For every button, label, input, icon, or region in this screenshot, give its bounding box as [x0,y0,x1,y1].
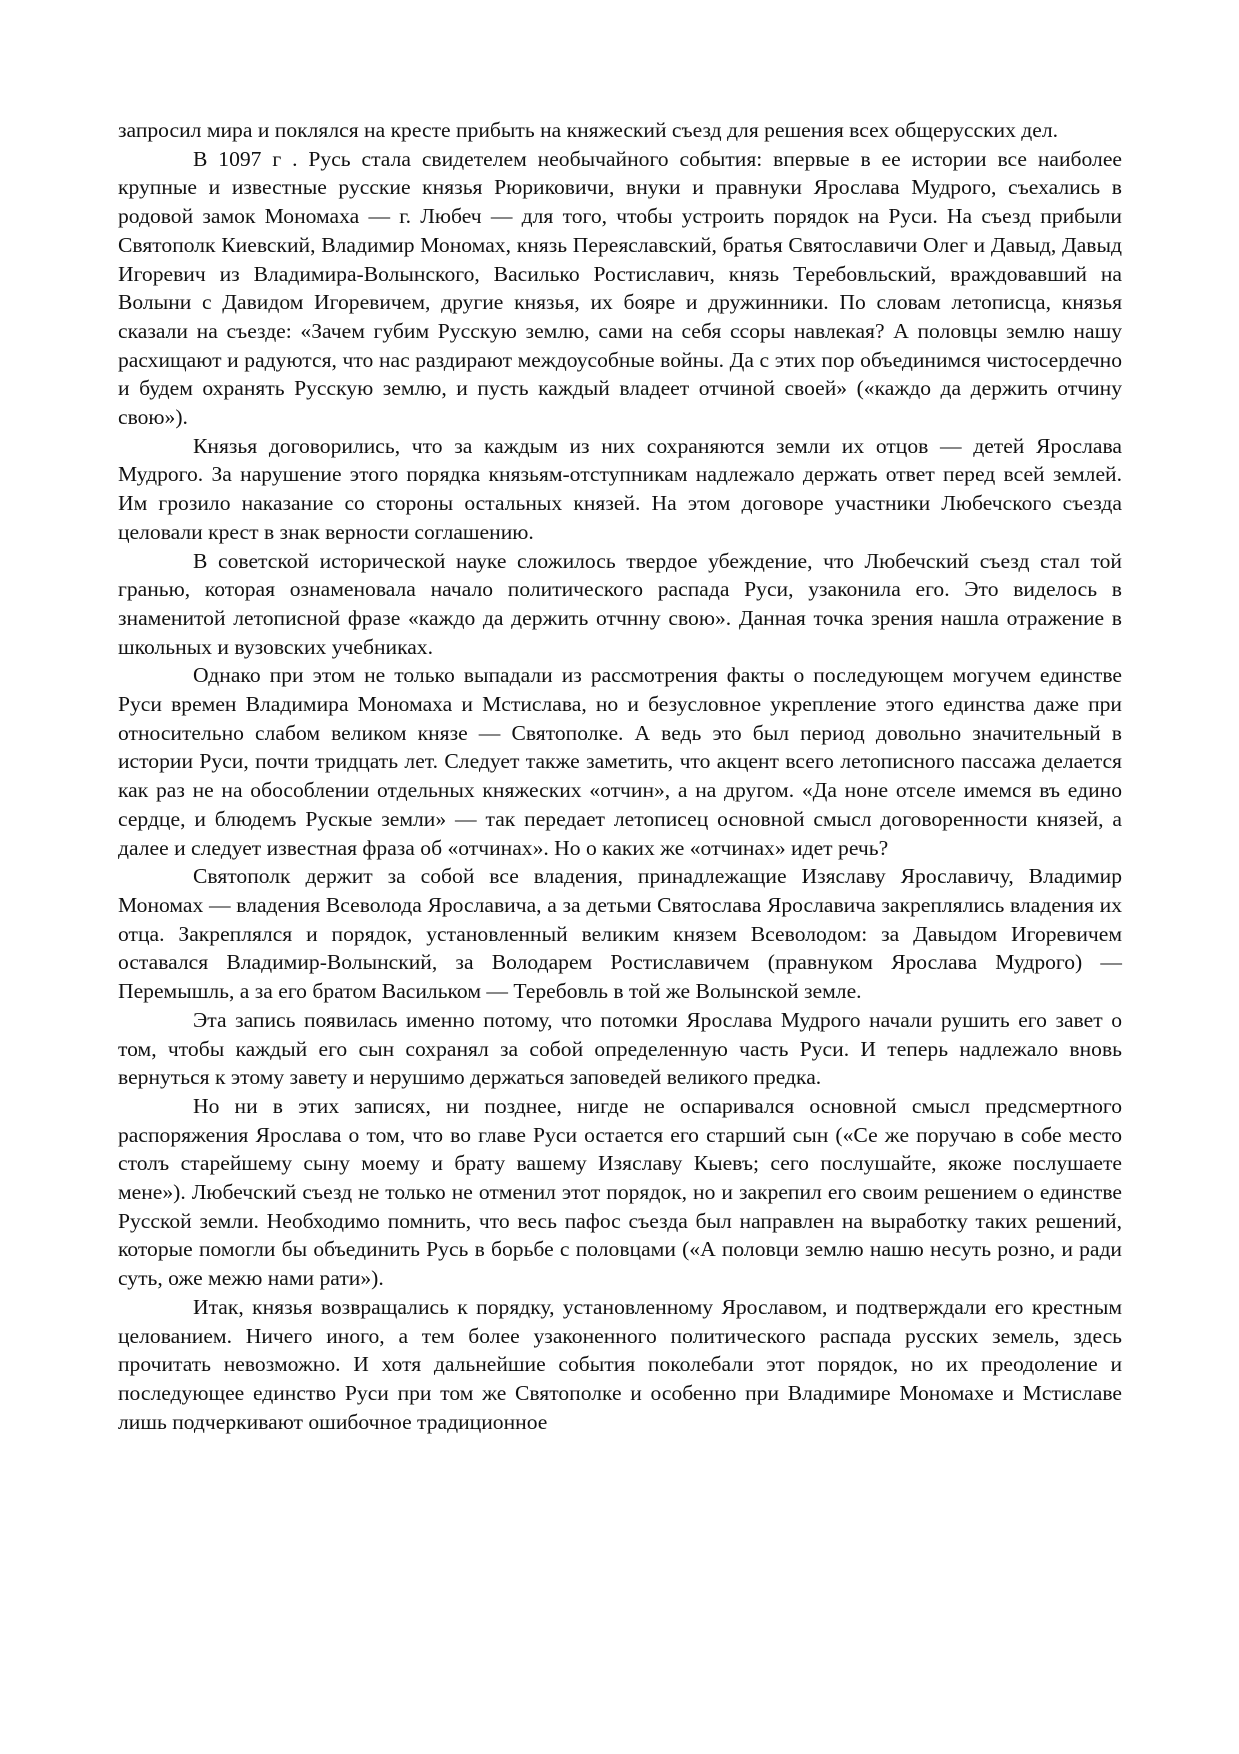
paragraph: В 1097 г . Русь стала свидетелем необычайного события: впервые в ее истории все наиболее крупные и известные русские князья Рюриковичи, внуки и правнуки Ярослава Мудрого, съехались в родовой замок Мономаха — г. Любеч — для того, чтобы устроить порядок на Руси. На съезд прибыли Святополк Киевский, Владимир Мономах, князь Переяславский, братья Святославичи Олег и Давыд, Давыд Игоревич из Владимира-Волынского, Василько Ростиславич, князь Теребовльский, враждовавший на Волыни с Давидом Игоревичем, другие князья, их бояре и дружинники. По словам летописца, князья сказали на съезде: «Зачем губим Русскую землю, сами на себя ссоры навлекая? А половцы землю нашу расхищают и радуются, что нас раздирают междоусобные войны. Да с этих пор объединимся чистосердечно и будем охранять Русскую землю, и пусть каждый владеет отчиной своей» («каждо да держить отчину свою»). [118,146,1122,430]
paragraph: запросил мира и поклялся на кресте прибыть на княжеский съезд для решения всех общерусских дел. [118,118,1059,142]
paragraph: Итак, князья возвращались к порядку, установленному Ярославом, и подтверждали его крестным целованием. Ничего иного, а тем более узаконенного политического распада русских земель, здесь прочитать невозможно. И хотя дальнейшие события поколебали этот порядок, но их преодоление и последующее единство Руси при том же Святополке и особенно при Владимире Мономахе и Мстиславе лишь подчеркивают ошибочное традиционное [118,1294,1122,1434]
paragraph: В советской исторической науке сложилось твердое убеждение, что Любечский съезд стал той гранью, которая ознаменовала начало политического распада Руси, узаконила его. Это виделось в знаменитой летописной фразе «каждо да держить отчнну свою». Данная точка зрения нашла отражение в школьных и вузовских учебниках. [118,548,1122,659]
paragraph: Князья договорились, что за каждым из них сохраняются земли их отцов — детей Ярослава Мудрого. За нарушение этого порядка князьям-отступникам надлежало держать ответ перед всей землей. Им грозило наказание со стороны остальных князей. На этом договоре участники Любечского съезда целовали крест в знак верности соглашению. [118,433,1122,544]
paragraph: Но ни в этих записях, ни позднее, нигде не оспаривался основной смысл предсмертного распоряжения Ярослава о том, что во главе Руси остается его старший сын («Се же поручаю в собе место столъ старейшему сыну моему и брату вашему Изяславу Кыевъ; сего послушайте, якоже послушаете мене»). Любечский съезд не только не отменил этот порядок, но и закрепил его своим решением о единстве Русской земли. Необходимо помнить, что весь пафос съезда был направлен на выработку таких решений, которые помогли бы объединить Русь в борьбе с половцами («А половци землю нашю несуть розно, и ради суть, оже межю нами рати»). [118,1093,1122,1291]
paragraph: Святополк держит за собой все владения, принадлежащие Изяславу Ярославичу, Владимир Мономах — владения Всеволода Ярославича, а за детьми Святослава Ярославича закреплялись владения их отца. Закреплялся и порядок, установленный великим князем Всеволодом: за Давыдом Игоревичем оставался Владимир-Волынский, за Володарем Ростиславичем (правнуком Ярослава Мудрого) — Перемышль, а за его братом Васильком — Теребовль в той же Волынской земле. [118,864,1122,1004]
document-page [118,116,1122,1436]
paragraph: Однако при этом не только выпадали из рассмотрения факты о последующем могучем единстве Руси времен Владимира Мономаха и Мстислава, но и безусловное укрепление этого единства даже при относительно слабом великом князе — Святополке. А ведь это был период довольно значительный в истории Руси, почти тридцать лет. Следует также заметить, что акцент всего летописного пассажа делается как раз не на обособлении отдельных княжеских «отчин», а на другом. «Да ноне отселе имемся въ едино сердце, и блюдемъ Рускые земли» — так передает летописец основной смысл договоренности князей, а далее и следует известная фраза об «отчинах». Но о каких же «отчинах» идет речь? [118,663,1122,860]
paragraph: Эта запись появилась именно потому, что потомки Ярослава Мудрого начали рушить его завет о том, чтобы каждый его сын сохранял за собой определенную часть Руси. И теперь надлежало вновь вернуться к этому завету и нерушимо держаться заповедей великого предка. [118,1007,1122,1090]
